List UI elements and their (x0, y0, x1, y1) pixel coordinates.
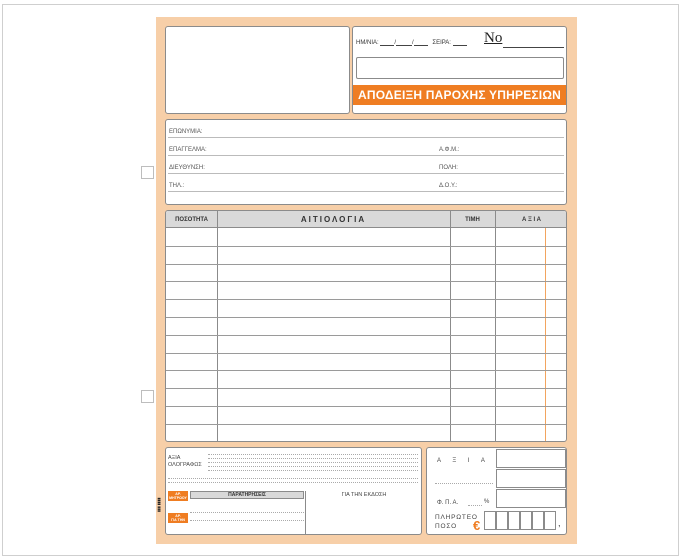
col-value: Α Ξ Ι Α (522, 216, 541, 223)
payable-digit-box[interactable] (520, 511, 532, 530)
table-row[interactable] (166, 388, 566, 389)
customer-name-label: ΕΠΩΝΥΜΙΑ: (169, 129, 203, 135)
table-row[interactable] (166, 406, 566, 407)
vat-percent: % (484, 499, 490, 505)
side-mark-bottom (141, 390, 154, 403)
date-label: ΗΜ/ΝΙΑ: (356, 40, 379, 46)
customer-profession-field[interactable] (168, 139, 564, 156)
date-series-row[interactable]: ΗΜ/ΝΙΑ: / / ΣΕΙΡΑ: (356, 39, 467, 46)
total-value-label: Α Ξ Ι Α (437, 458, 490, 464)
value-words-line[interactable] (208, 466, 418, 467)
total-value-line (435, 483, 493, 484)
publisher-mark: ▮▮▮ ▮▮▮▮ (157, 497, 161, 512)
vat-amount-field[interactable] (496, 469, 566, 488)
vat-rate-field[interactable] (468, 505, 482, 506)
document-title: ΑΠΟΔΕΙΞΗ ΠΑΡΟΧΗΣ ΥΠΗΡΕΣΙΩΝ (353, 85, 566, 105)
total-value-field[interactable] (496, 449, 566, 468)
table-row[interactable] (166, 281, 566, 282)
payable-label: ΠΛΗΡΩΤΕΟ ΠΟΣΟ (435, 514, 478, 530)
customer-name-field[interactable] (168, 121, 564, 138)
payable-digit-boxes[interactable] (484, 511, 556, 530)
table-row[interactable] (166, 317, 566, 318)
footer-totals-box (426, 447, 567, 535)
customer-info-box (165, 119, 567, 205)
number-field[interactable] (503, 47, 564, 48)
table-row[interactable] (166, 353, 566, 354)
issuer-number-tag: ΑΡ. ΓΙΑ ΤΗΝ (168, 513, 188, 523)
value-words-line[interactable] (208, 458, 418, 459)
items-table-header (166, 211, 566, 228)
payable-digit-box[interactable] (508, 511, 520, 530)
table-row[interactable] (166, 299, 566, 300)
side-mark-top (141, 166, 154, 179)
customer-phone-label: ΤΗΛ.: (169, 183, 185, 189)
col-price: ΤΙΜΗ (465, 216, 480, 223)
issuer-label: ΓΙΑ ΤΗΝ ΕΚΔΟΣΗ (341, 492, 387, 498)
customer-city-label: ΠΟΛΗ: (439, 165, 458, 171)
customer-profession-label: ΕΠΑΓΓΕΛΜΑ: (169, 147, 207, 153)
customer-address-label: ΔΙΕΥΘΥΝΣΗ: (169, 165, 205, 171)
vat-value-field[interactable] (496, 489, 566, 508)
value-words-line[interactable] (208, 462, 418, 463)
table-row[interactable] (166, 370, 566, 371)
value-words-label: ΑΞΙΑ ΟΛΟΓΡΑΦΩΣ (168, 455, 202, 468)
col-description: ΑΙΤΙΟΛΟΓΙΑ (300, 215, 367, 224)
customer-doy-label: Δ.Ο.Υ.: (439, 183, 458, 189)
value-words-line[interactable] (168, 482, 418, 483)
value-words-line[interactable] (168, 478, 418, 479)
series-label: ΣΕΙΡΑ: (432, 40, 451, 46)
customer-afm-label: Α.Φ.Μ.: (439, 147, 460, 153)
vat-label: Φ. Π. Α. (437, 500, 459, 506)
payable-digit-box[interactable] (496, 511, 508, 530)
value-words-line[interactable] (208, 454, 418, 455)
logo-stamp-box[interactable] (165, 26, 350, 114)
table-row[interactable] (166, 264, 566, 265)
register-number-tag: ΑΡ. ΜΗΤΡΩΟΥ (169, 492, 187, 500)
issuer-signature-area[interactable] (307, 500, 421, 534)
items-table (165, 210, 567, 442)
document-header (352, 26, 567, 114)
number-glyph: Νο (484, 30, 503, 46)
header-input-box[interactable] (356, 57, 564, 79)
payable-digit-box[interactable] (532, 511, 544, 530)
customer-address-field[interactable] (168, 157, 564, 174)
remarks-header: ΠΑΡΑΤΗΡΗΣΕΙΣ (190, 491, 304, 499)
table-row[interactable] (166, 335, 566, 336)
payable-digit-box[interactable] (544, 511, 556, 530)
table-row[interactable] (166, 424, 566, 425)
remarks-line[interactable] (190, 520, 304, 521)
footer-left-box (165, 447, 422, 535)
col-quantity: ΠΟΣΟΤΗΤΑ (175, 216, 208, 223)
payable-digit-box[interactable] (484, 511, 496, 530)
euro-icon: € (473, 518, 481, 533)
customer-phone-field[interactable] (168, 175, 564, 192)
remarks-line[interactable] (190, 512, 304, 513)
value-words-line[interactable] (208, 470, 418, 471)
payable-comma: , (558, 518, 561, 528)
table-row[interactable] (166, 246, 566, 247)
